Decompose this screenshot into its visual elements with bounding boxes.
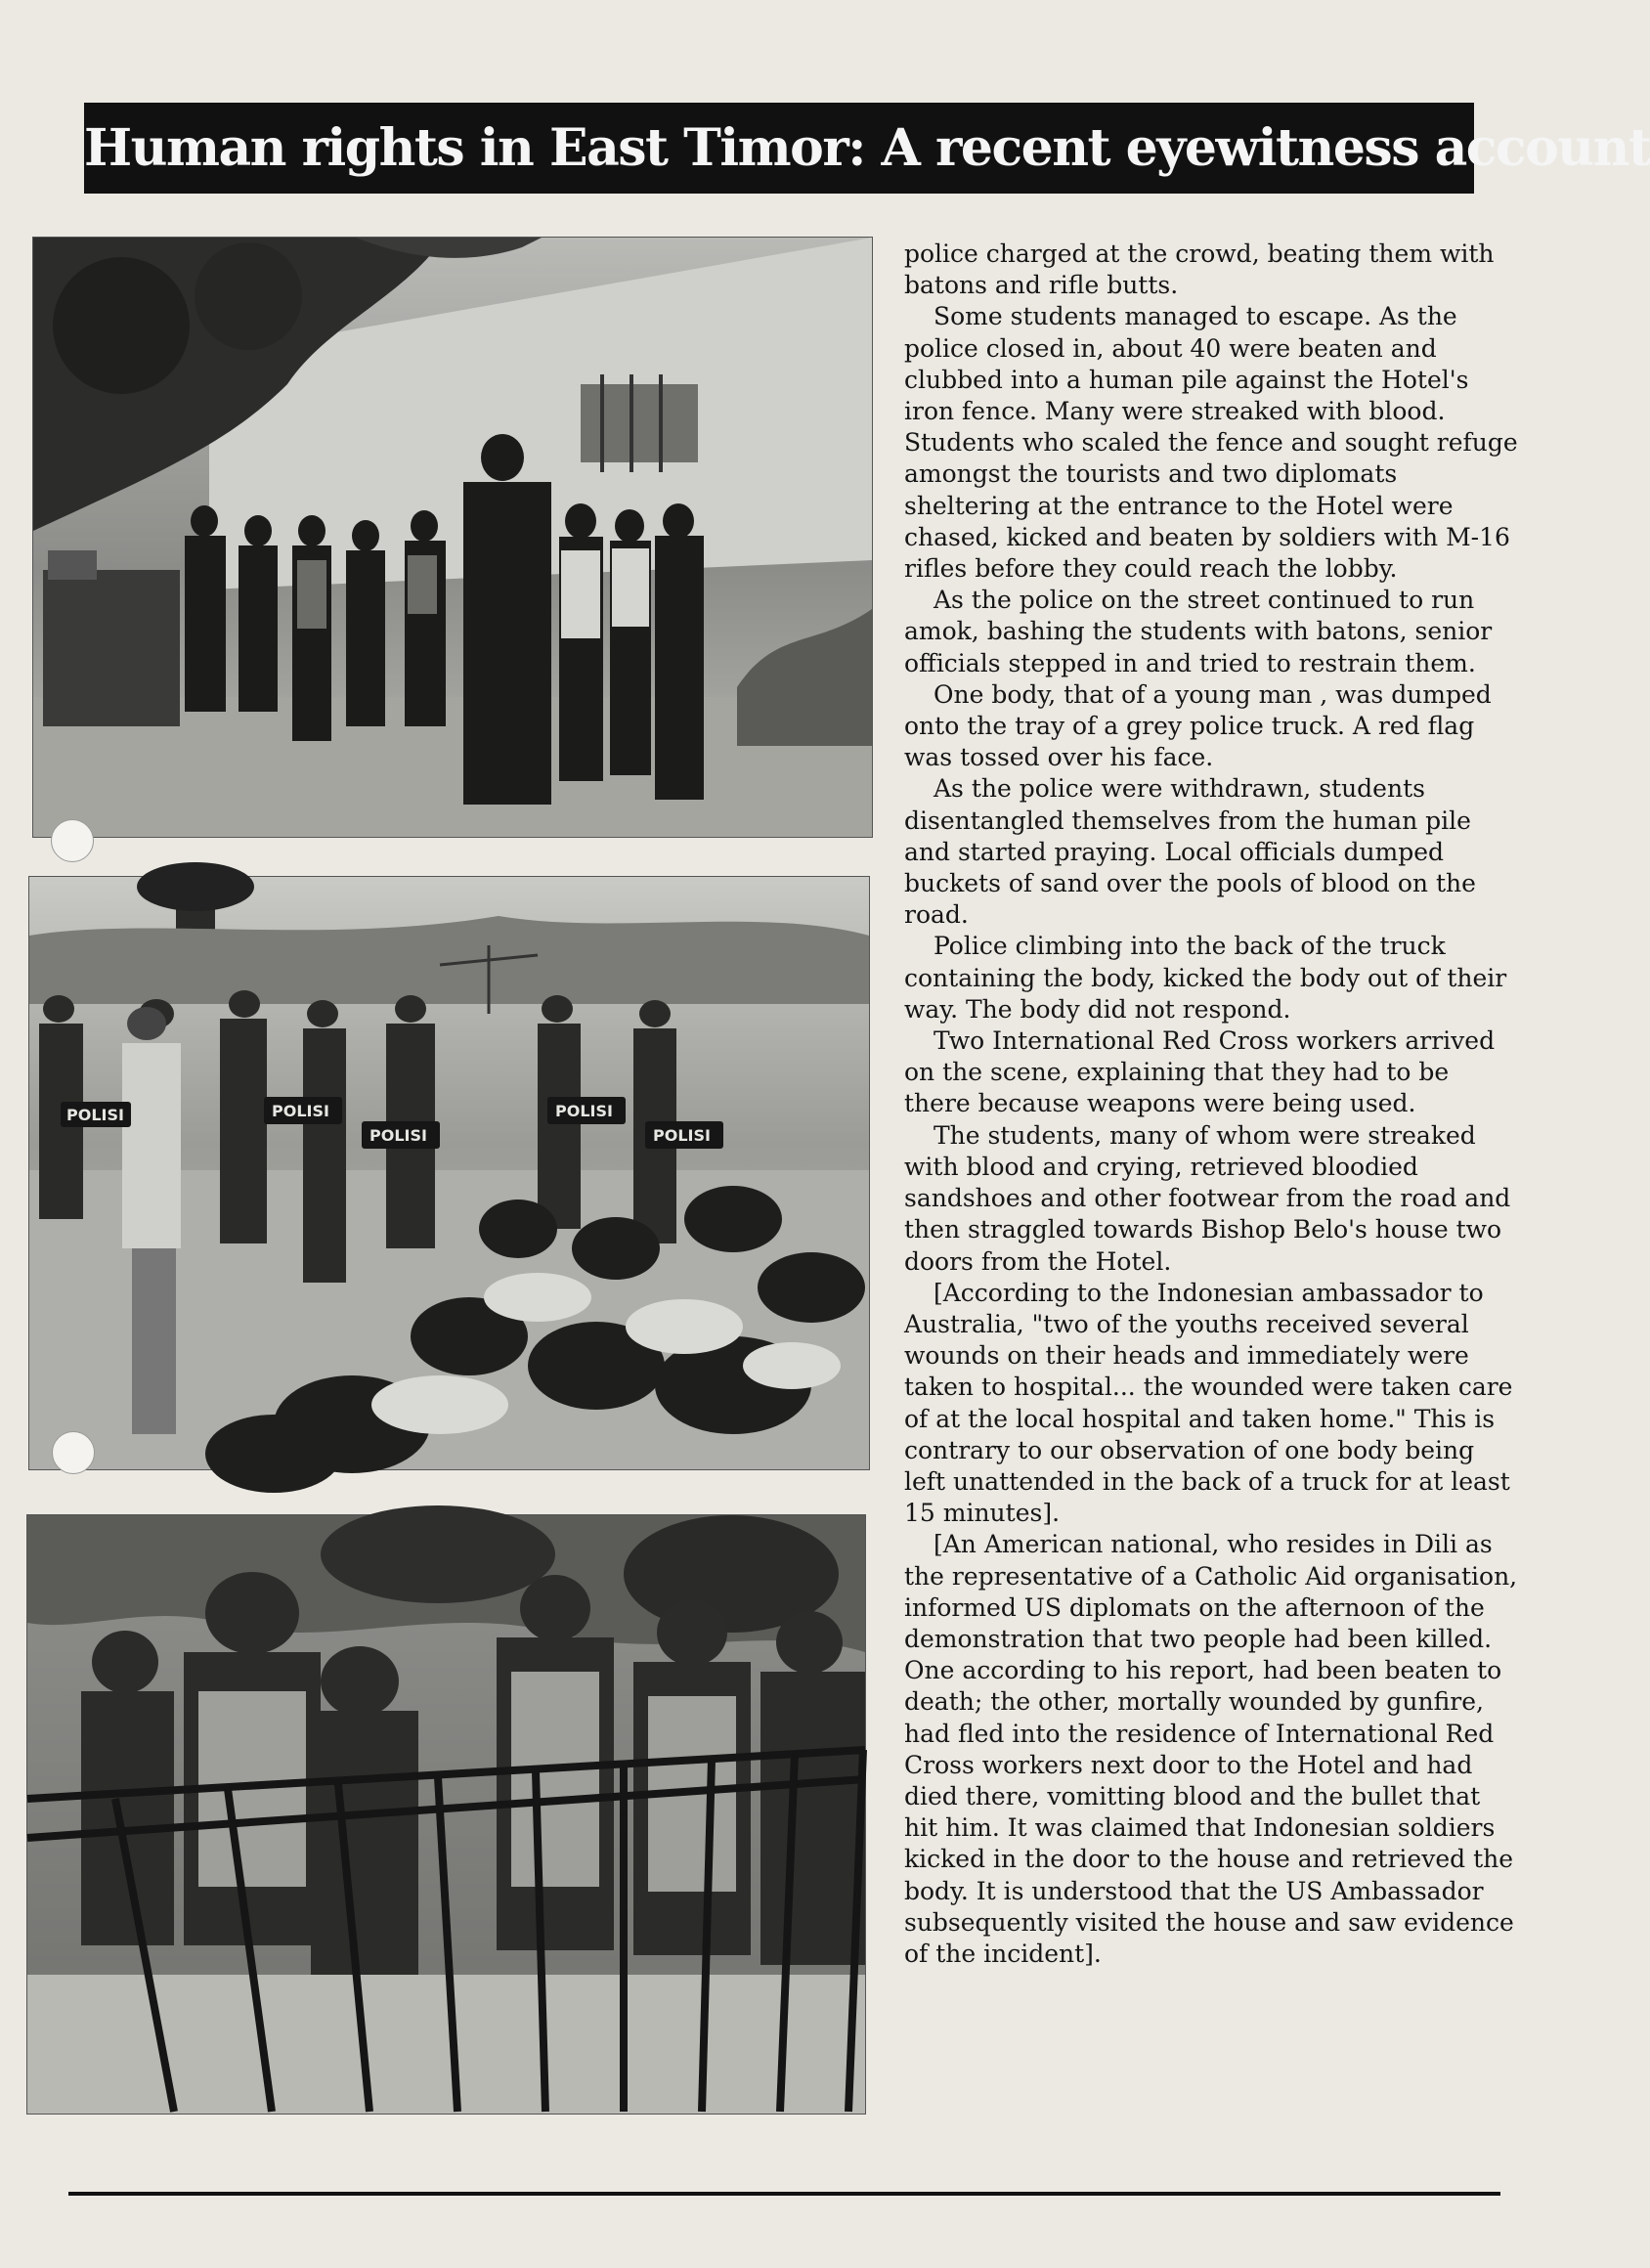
binder-hole [51, 819, 94, 862]
article-paragraph: [According to the Indonesian ambassador to Australia, "two of the youths received several wounds on their heads and immediately were taken to hospital... the wounded were taken care of at the local hospital and taken home." This is contrary to our observation of one body being left unattended in the back of a truck for at least 15 minutes]. [904, 1278, 1513, 1528]
shield-label: POLISI [66, 1106, 124, 1124]
article-paragraph: One body, that of a young man , was dumped onto the tray of a grey police truck. A red flag was tossed over his face. [904, 679, 1492, 772]
article-paragraph: Two International Red Cross workers arrived on the scene, explaining that they had to be there because weapons were being used. [904, 1026, 1496, 1118]
photo-riot-police-with-polisi-shields-icon [28, 876, 870, 1470]
article-paragraph: As the police on the street continued to run amok, bashing the students with batons, senior officials stepped in and tried to restrain them. [904, 586, 1493, 677]
photo-helmeted-soldiers-at-iron-fence-icon [26, 1514, 866, 2115]
page-title: Human rights in East Timor: A recent eyewitness account [84, 103, 1474, 194]
article-paragraph: police charged at the crowd, beating them with batons and rifle butts. [904, 240, 1495, 300]
article-paragraph: [An American national, who resides in Dili as the representative of a Catholic Aid organisation, informed US diplomats on the afternoon of the demonstration that two people had been killed. One according to his report, had been beaten to death; the other, mortally wounded by gunfire, had fled into the residence of International Red Cross workers next door to the Hotel and had died there, vomitting blood and the bullet that hit him. It was claimed that Indonesian soldiers kicked in the door to the house and retrieved the body. It is understood that the US Ambassador subsequently visited the house and saw evidence of the incident]. [904, 1530, 1518, 1968]
article-paragraph: Police climbing into the back of the truck containing the body, kicked the body out of their way. The body did not respond. [904, 932, 1507, 1024]
bottom-rule [68, 2192, 1500, 2196]
shield-label: POLISI [653, 1126, 711, 1145]
article-paragraph: Some students managed to escape. As the police closed in, about 40 were beaten and clubbed into a human pile against the Hotel's iron fence. Many were streaked with blood. Students who scaled the fence and sought refuge amongst the tourists and two diplomats sheltering at the entrance to the Hotel were chased, kicked and beaten by soldiers with M-16 rifles before they could reach the lobby. [904, 302, 1518, 584]
binder-hole [52, 1431, 95, 1474]
photo-students-and-police-outside-building-icon [32, 237, 873, 838]
article-paragraph: The students, many of whom were streaked with blood and crying, retrieved bloodied sandshoes and other footwear from the road and then straggled towards Bishop Belo's house two doors from the Hotel. [904, 1120, 1511, 1276]
shield-label: POLISI [272, 1102, 329, 1120]
article-paragraph: As the police were withdrawn, students disentangled themselves from the human pile and started praying. Local officials dumped buckets of sand over the pools of blood on the road. [904, 774, 1476, 930]
article-text [904, 239, 1518, 2174]
shield-label: POLISI [555, 1102, 613, 1120]
shield-label: POLISI [369, 1126, 427, 1145]
